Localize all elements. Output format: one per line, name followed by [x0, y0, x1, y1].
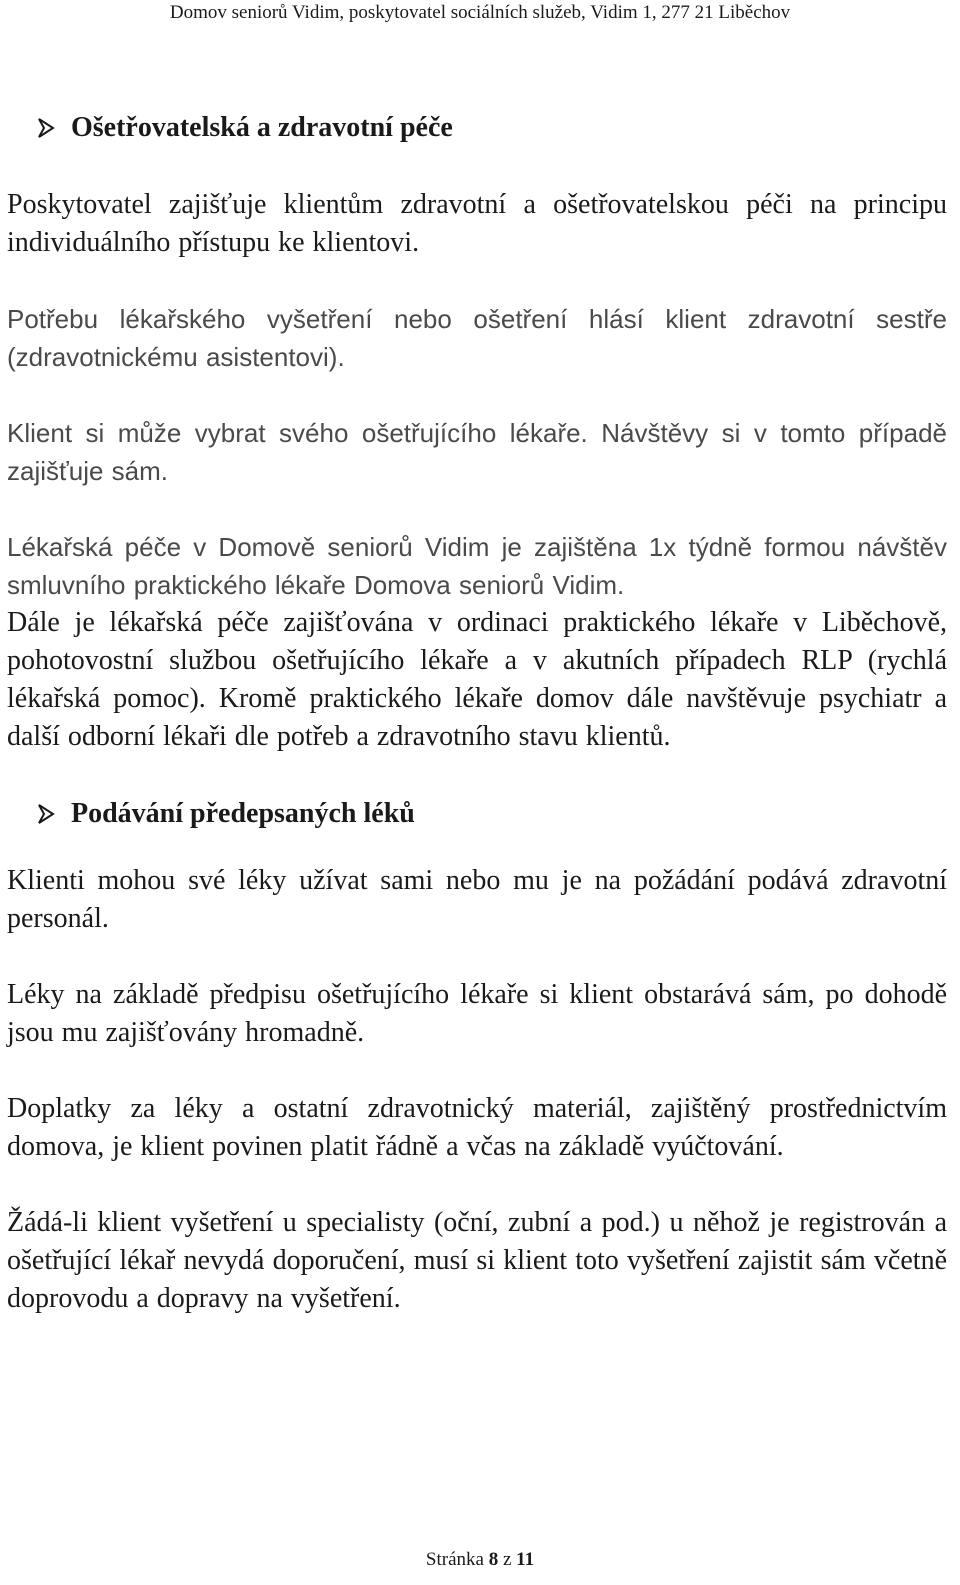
page-label: Stránka [425, 1549, 484, 1570]
arrow-bullet-icon [7, 108, 55, 148]
arrow-bullet-icon [7, 794, 55, 834]
paragraph: Žádá-li klient vyšetření u specialisty (oční, zubní a pod.) u něhož je registrován a ošetřující lékař nevydá doporučení, musí si klient toto vyšetření zajistit sám včetně doprovodu a dopravy na vyšetření. [7, 1207, 947, 1314]
section-heading-medication [7, 794, 947, 834]
paragraph: Lékařská péče v Domově seniorů Vidim je zajištěna 1x týdně formou návštěv smluvního praktického lékaře Domova seniorů Vidim. [7, 532, 947, 600]
page-footer [0, 1548, 960, 1572]
running-header: Domov seniorů Vidim, poskytovatel sociálních služeb, Vidim 1, 277 21 Liběchov [169, 2, 791, 23]
page-total: 11 [516, 1549, 535, 1570]
section-heading-text: Podávání předepsaných léků [71, 798, 415, 829]
paragraph: Doplatky za léky a ostatní zdravotnický materiál, zajištěný prostřednictvím domova, je klient povinen platit řádně a včas na základě vyúčtování. [7, 1093, 947, 1162]
paragraph: Klient si může vybrat svého ošetřujícího lékaře. Návštěvy si v tomto případě zajišťuje sám. [7, 418, 947, 486]
section-heading-nursing-care [7, 108, 947, 148]
paragraph: Klienti mohou své léky užívat sami nebo mu je na požádání podává zdravotní personál. [7, 865, 947, 934]
page-number: 8 [488, 1549, 499, 1570]
page-content [7, 108, 947, 1318]
section-heading-text: Ošetřovatelská a zdravotní péče [71, 112, 453, 143]
paragraph: Léky na základě předpisu ošetřujícího lékaře si klient obstarává sám, po dohodě jsou mu zajišťovány hromadně. [7, 979, 947, 1048]
page-of-label: z [502, 1549, 512, 1570]
paragraph: Dále je lékařská péče zajišťována v ordinaci praktického lékaře v Liběchově, pohotovostní službou ošetřujícího lékaře a v akutních případech RLP (rychlá lékařská pomoc). Kromě praktického lékaře domov dále navštěvuje psychiatr a další odborní lékaři dle potřeb a zdravotního stavu klientů. [7, 607, 947, 752]
paragraph: Poskytovatel zajišťuje klientům zdravotní a ošetřovatelskou péči na principu individuálního přístupu ke klientovi. [7, 189, 947, 258]
paragraph: Potřebu lékařského vyšetření nebo ošetření hlásí klient zdravotní sestře (zdravotnickému asistentovi). [7, 304, 947, 372]
